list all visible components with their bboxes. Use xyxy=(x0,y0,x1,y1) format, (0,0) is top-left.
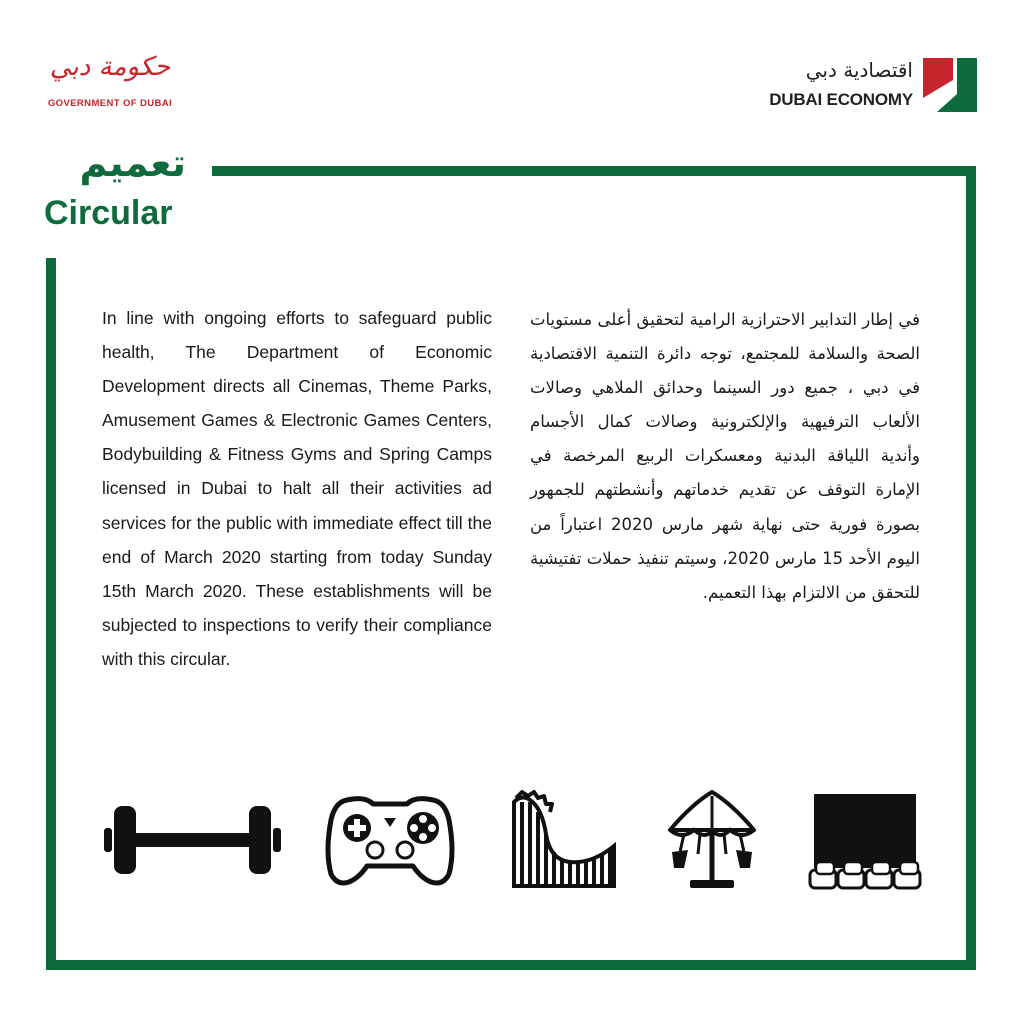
gamepad-icon xyxy=(325,790,455,890)
dubai-economy-mark-icon xyxy=(923,58,977,112)
gov-logo-english: GOVERNMENT OF DUBAI xyxy=(47,98,173,109)
dumbbell-icon xyxy=(100,790,285,890)
government-of-dubai-logo xyxy=(40,52,180,122)
gov-logo-arabic: حكومة دبي xyxy=(49,52,171,82)
cinema-icon xyxy=(808,790,922,890)
circular-body-english: In line with ongoing efforts to safeguard public health, The Department of Economic Development directs all Cinemas, Theme Parks, Amusement Games & Electronic Games Centers, Bodybuilding & Fitness Gyms and Spring Camps licensed in Dubai to halt all their activities ad services for the public with immediate effect till the end of March 2020 starting from today Sunday 15th March 2020. These establishments will be subjected to inspections to verify their compliance with this circular. xyxy=(102,308,492,669)
frame-top-border xyxy=(212,166,976,176)
carousel-icon xyxy=(662,790,762,890)
roller-coaster-icon xyxy=(508,790,618,890)
frame-bottom-border xyxy=(46,960,976,970)
dubai-economy-logo xyxy=(752,58,977,118)
de-logo-english: DUBAI ECONOMY xyxy=(769,90,913,109)
frame-left-border xyxy=(46,258,56,970)
circular-body-arabic: في إطار التدابير الاحترازية الرامية لتحقيق أعلى مستويات الصحة والسلامة للمجتمع، توجه دائرة التنمية الاقتصادية في دبي ، جميع دور السينما وحدائق الملاهي وصالات الألعاب الترفيهية والإلكترونية وصالات كمال الأجسام وأندية اللياقة البدنية ومعسكرات الربيع المرخصة في الإمارة التوقف عن تقديم خدماتهم وأنشطتهم للجمهور بصورة فورية حتى نهاية شهر مارس 2020 اعتباراً من اليوم الأحد 15 مارس 2020، وسيتم تنفيذ حملات تفتيشية للتحقق من الالتزام بهذا التعميم. xyxy=(530,310,920,602)
de-logo-arabic: اقتصادية دبي xyxy=(805,58,913,82)
title-english: Circular xyxy=(44,194,173,232)
title-arabic: تعميم xyxy=(79,141,186,185)
frame-right-border xyxy=(966,166,976,970)
